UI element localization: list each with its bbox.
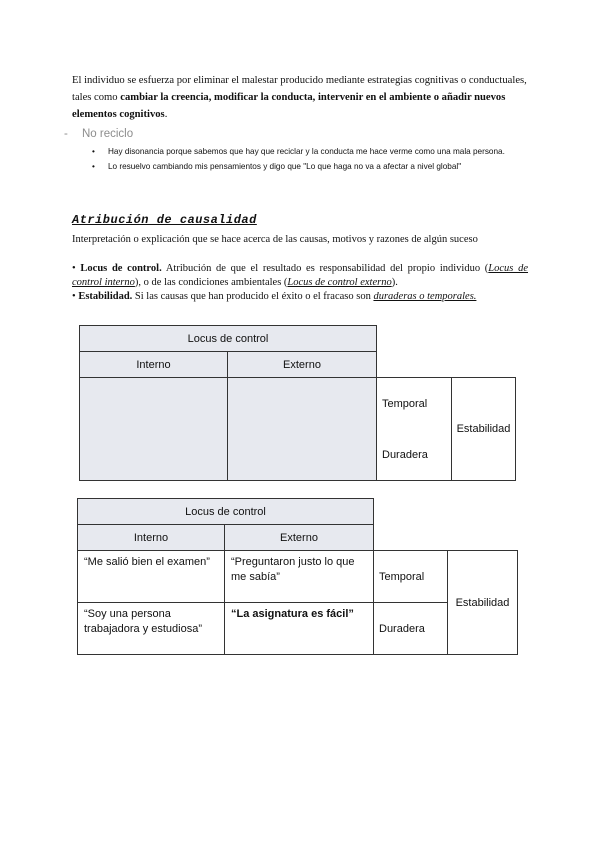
locus-term: Locus de control. xyxy=(80,263,162,274)
column-interno: Interno xyxy=(77,524,225,551)
list-item xyxy=(92,146,532,157)
locus-paragraph xyxy=(72,262,528,289)
example-interno-temporal: “Me salió bien el examen” xyxy=(77,550,225,603)
intro-strategies: cambiar la creencia, modificar la conducta, intervenir en el ambiente o añadir nuevos elementos cognitivos xyxy=(72,92,506,120)
example-externo-duradera: “La asignatura es fácil” xyxy=(224,602,374,655)
row-temporal: Temporal xyxy=(376,377,452,430)
stability-paragraph xyxy=(72,291,528,302)
bullet-icon: • xyxy=(72,263,76,274)
dash-marker: - xyxy=(64,128,68,140)
intro-end: . xyxy=(164,109,168,120)
example-title: No reciclo xyxy=(82,128,134,140)
definition-text: Interpretación o explicación que se hace acerca de las causas, motivos y razones de algún suceso xyxy=(72,234,478,245)
table-header: Locus de control xyxy=(77,498,374,525)
column-externo: Externo xyxy=(224,524,374,551)
bullet-icon: • xyxy=(72,291,76,302)
locus-externo-term: Locus de control externo xyxy=(287,276,392,288)
example-dash-item xyxy=(64,128,133,140)
example-externo-temporal: “Preguntaron justo lo que me sabía” xyxy=(224,550,374,603)
locus-text-2: ), o de las condiciones ambientales ( xyxy=(134,276,288,288)
bullet-text: Hay disonancia porque sabemos que hay que reciclar y la conducta me hace verme como una mala persona. xyxy=(108,147,505,156)
column-externo: Externo xyxy=(227,351,377,378)
stability-label: Estabilidad xyxy=(451,377,516,481)
bullet-icon: • xyxy=(92,147,95,156)
stability-term: Estabilidad. xyxy=(78,291,133,302)
table-cell xyxy=(227,377,377,481)
row-duradera: Duradera xyxy=(376,429,452,481)
stability-duration-term: duraderas o temporales. xyxy=(373,291,477,302)
bullet-icon: • xyxy=(92,162,95,171)
intro-text: El individuo se esfuerza por eliminar el malestar producido mediante estrategias cognitivas o conductuales, tales como xyxy=(72,75,527,103)
row-temporal: Temporal xyxy=(373,550,448,603)
list-item xyxy=(92,161,532,172)
locus-text-3: ). xyxy=(391,276,398,288)
bullet-text: Lo resuelvo cambiando mis pensamientos y digo que "Lo que haga no va a afectar a nivel global" xyxy=(108,162,462,171)
table-cell xyxy=(79,377,228,481)
example-bullet-list xyxy=(92,146,532,176)
table-header: Locus de control xyxy=(79,325,377,352)
stability-label: Estabilidad xyxy=(447,550,518,655)
stability-text: Si las causas que han producido el éxito o el fracaso son xyxy=(132,291,374,302)
locus-interno-term: Locus de control interno xyxy=(72,263,529,288)
locus-text-1: Atribución de que el resultado es responsabilidad del propio individuo ( xyxy=(161,263,489,274)
example-interno-duradera: “Soy una persona trabajadora y estudiosa” xyxy=(77,602,225,655)
intro-paragraph xyxy=(72,72,528,123)
section-heading: Atribución de causalidad xyxy=(72,213,257,227)
column-interno: Interno xyxy=(79,351,228,378)
row-duradera: Duradera xyxy=(373,602,448,655)
